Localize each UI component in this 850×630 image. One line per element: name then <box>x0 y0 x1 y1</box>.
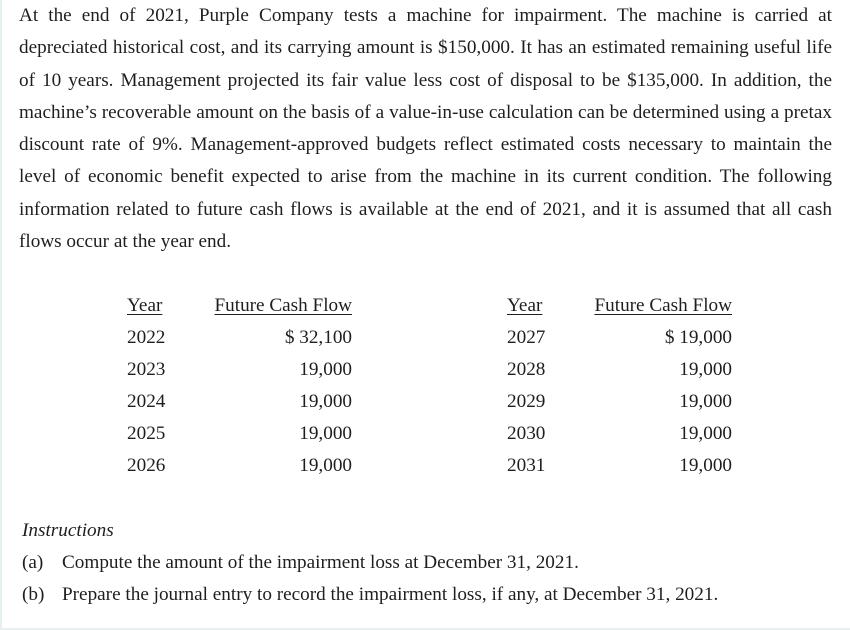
cash-flow-row <box>507 359 747 387</box>
cash-flow-year: 2027 <box>507 327 546 348</box>
cash-flow-amount: $ 32,100 <box>284 327 352 348</box>
instruction-text: Prepare the journal entry to record the impairment loss, if any, at December 31, 2021. <box>62 584 719 605</box>
instruction-text: Compute the amount of the impairment loss at December 31, 2021. <box>62 552 579 573</box>
cash-flow-amount: 19,000 <box>679 423 732 444</box>
cash-flow-year: 2022 <box>127 327 166 348</box>
cash-flow-amount: 19,000 <box>299 423 352 444</box>
cash-flow-row <box>507 455 747 483</box>
problem-paragraph: At the end of 2021, Purple Company tests a machine for impairment. The machine is carried at depreciated historical cost, and its carrying amount is $150,000. It has an estimated remaining useful life of 10 years. Management projected its fair value less cost of disposal to be $135,000. In addition, the machine’s recoverable amount on the basis of a value-in-use calculation can be determined using a pretax discount rate of 9%. Management-approved budgets reflect estimated costs necessary to maintain the level of economic benefit expected to arise from the machine in its current condition. The following information related to future cash flows is available at the end of 2021, and it is assumed that all cash flows occur at the year end. <box>19 5 832 253</box>
cash-flow-header-row <box>507 295 747 323</box>
cash-flow-year: 2031 <box>507 455 546 476</box>
cash-flow-row <box>127 391 367 419</box>
future-cash-flow-header: Future Cash Flow <box>214 295 352 316</box>
instruction-item-b <box>22 584 718 606</box>
future-cash-flow-header: Future Cash Flow <box>594 295 732 316</box>
cash-flow-row <box>127 455 367 483</box>
cash-flow-year: 2026 <box>127 455 166 476</box>
year-header: Year <box>127 295 163 316</box>
cash-flow-row <box>127 327 367 355</box>
cash-flow-amount: $ 19,000 <box>664 327 732 348</box>
cash-flow-amount: 19,000 <box>299 455 352 476</box>
cash-flow-row <box>127 423 367 451</box>
cash-flow-amount: 19,000 <box>299 359 352 380</box>
year-header: Year <box>507 295 543 316</box>
cash-flow-year: 2024 <box>127 391 166 412</box>
cash-flow-row <box>507 391 747 419</box>
instruction-letter: (b) <box>22 584 45 605</box>
cash-flow-year: 2029 <box>507 391 546 412</box>
cash-flow-year: 2023 <box>127 359 166 380</box>
cash-flow-year: 2025 <box>127 423 166 444</box>
cash-flow-amount: 19,000 <box>679 391 732 412</box>
instructions-title: Instructions <box>22 520 114 541</box>
cash-flow-row <box>507 423 747 451</box>
cash-flow-amount: 19,000 <box>679 359 732 380</box>
cash-flow-row <box>507 327 747 355</box>
instruction-letter: (a) <box>22 552 44 573</box>
cash-flow-year: 2030 <box>507 423 546 444</box>
instruction-item-a <box>22 552 579 574</box>
cash-flow-year: 2028 <box>507 359 546 380</box>
cash-flow-header-row <box>127 295 367 323</box>
cash-flow-amount: 19,000 <box>679 455 732 476</box>
cash-flow-row <box>127 359 367 387</box>
cash-flow-amount: 19,000 <box>299 391 352 412</box>
